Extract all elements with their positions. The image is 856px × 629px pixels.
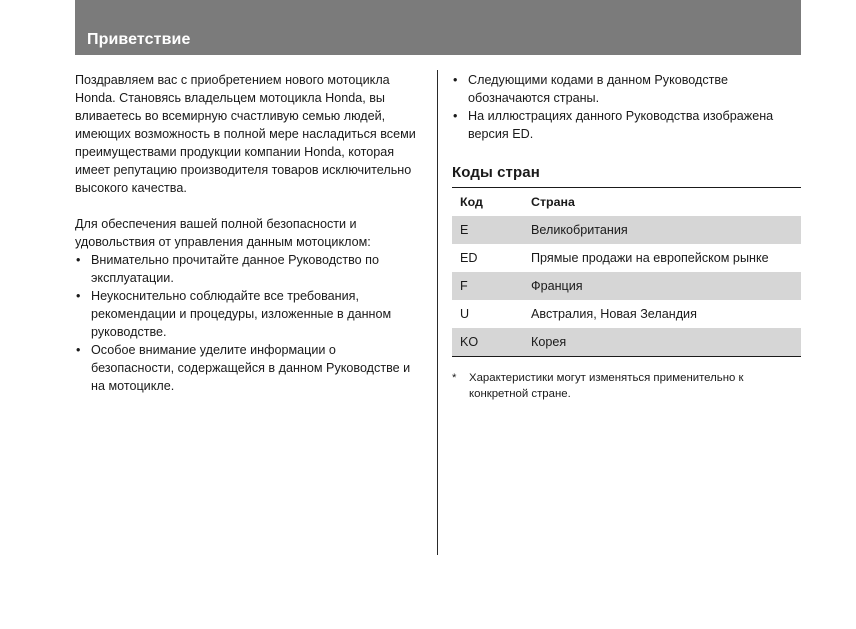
list-item-text: Особое внимание уделите информации о безопасности, содержащейся в данном Руководстве и на мотоцикле. bbox=[91, 343, 411, 393]
bullet-icon: • bbox=[76, 343, 81, 357]
column-header-country: Страна bbox=[531, 195, 575, 209]
list-item-text: Неукоснительно соблюдайте все требования, рекомендации и процедуры, изложенные в данном руководстве. bbox=[91, 289, 392, 339]
footnote bbox=[452, 370, 804, 402]
table-header-row bbox=[452, 188, 801, 217]
column-divider bbox=[437, 70, 438, 555]
cell-code: F bbox=[452, 272, 531, 300]
list-item bbox=[452, 107, 802, 143]
list-item-text: Следующими кодами в данном Руководстве обозначаются страны. bbox=[468, 73, 728, 105]
table-row bbox=[452, 244, 801, 272]
codes-bullet-list bbox=[452, 71, 802, 143]
section-title-country-codes: Коды стран bbox=[452, 164, 540, 181]
list-item bbox=[75, 251, 420, 287]
column-header-code: Код bbox=[460, 195, 483, 209]
cell-country: Великобритания bbox=[531, 216, 801, 244]
list-item-text: На иллюстрациях данного Руководства изображена версия ED. bbox=[468, 109, 774, 141]
cell-country: Корея bbox=[531, 328, 801, 357]
footnote-marker: * bbox=[452, 372, 457, 384]
left-column bbox=[75, 71, 420, 395]
table-row bbox=[452, 216, 801, 244]
bullet-icon: • bbox=[76, 289, 81, 303]
safety-intro-paragraph: Для обеспечения вашей полной безопасности и удовольствия от управления данным мотоциклом: bbox=[75, 217, 371, 249]
right-column bbox=[452, 71, 802, 400]
footnote-text: Характеристики могут изменяться применительно к конкретной стране. bbox=[469, 372, 744, 400]
bullet-icon: • bbox=[453, 73, 458, 87]
table-row bbox=[452, 272, 801, 300]
cell-code: ED bbox=[460, 251, 478, 265]
cell-code: E bbox=[452, 216, 531, 244]
cell-country: Франция bbox=[531, 272, 801, 300]
list-item bbox=[452, 71, 802, 107]
table-row bbox=[452, 300, 801, 328]
cell-code: KO bbox=[452, 328, 531, 357]
page-title: Приветствие bbox=[87, 31, 191, 48]
intro-paragraph: Поздравляем вас с приобретением нового мотоцикла Honda. Становясь владельцем мотоцикла Honda, вы вливаетесь во всемирную счастливую семью людей, имеющих возможность в полной мере насладиться всеми преимуществами продукции компании Honda, которая имеет репутацию производителя товаров исключительно высокого качества. bbox=[75, 73, 416, 195]
header-bar bbox=[75, 0, 801, 55]
safety-bullet-list bbox=[75, 251, 420, 395]
list-item bbox=[75, 287, 420, 341]
bullet-icon: • bbox=[453, 109, 458, 123]
cell-code: U bbox=[460, 307, 470, 321]
cell-country: Прямые продажи на европейском рынке bbox=[531, 251, 769, 265]
table-row bbox=[452, 328, 801, 357]
cell-country: Австралия, Новая Зеландия bbox=[531, 307, 697, 321]
country-codes-table bbox=[452, 187, 801, 357]
bullet-icon: • bbox=[76, 253, 81, 267]
list-item-text: Внимательно прочитайте данное Руководство по эксплуатации. bbox=[91, 253, 379, 285]
list-item bbox=[75, 341, 420, 395]
